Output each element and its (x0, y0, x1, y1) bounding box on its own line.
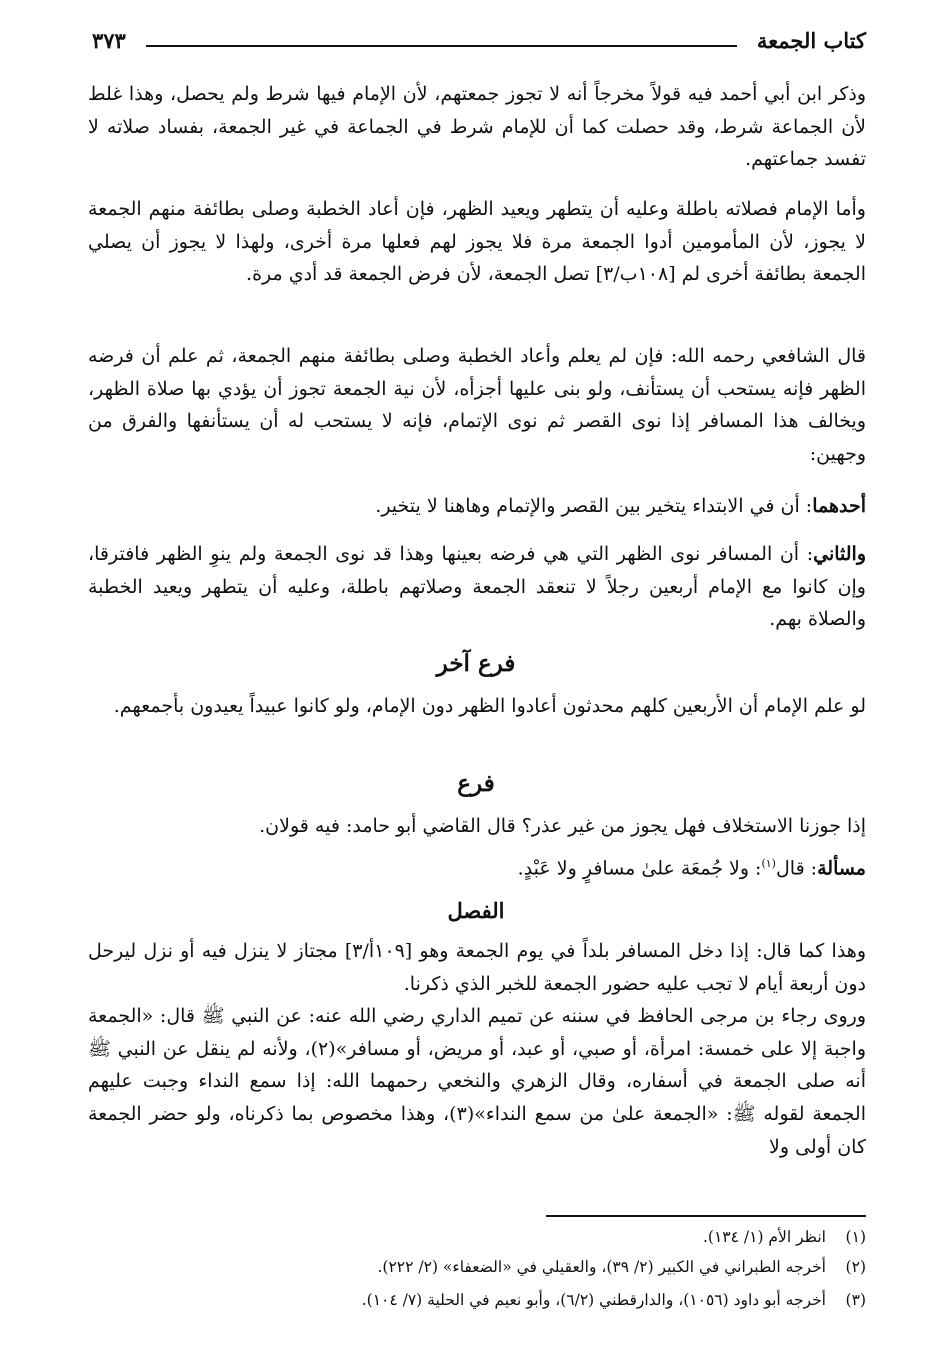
second-point-text: : أن المسافر نوى الظهر التي هي فرضه بعينها وهذا قد نوى الجمعة ولم ينوِ الظهر فافترقا، وإن كانوا مع الإمام أربعين رجلاً لا تنعقد الجمعة وصلاتهم باطلة، وعليه أن يتطهر ويعيد الخطبة والصلاة بهم. (88, 543, 866, 631)
footnote-3 (200, 1285, 866, 1315)
paragraph-1: وذكر ابن أبي أحمد فيه قولاً مخرجاً أنه لا تجوز جمعتهم، لأن الإمام فيها شرط ولم يحصل، وهذا غلط لأن الجماعة شرط، وقد حصلت كما أن للإمام شرط في الجماعة في غير الجمعة، بفساد صلاته لا تفسد جماعتهم. (88, 83, 866, 171)
heading-branch: فرع (457, 770, 495, 797)
footnote-ref-1: (١) (761, 857, 776, 870)
paragraph-3: قال الشافعي رحمه الله: فإن لم يعلم وأعاد الخطبة وصلى بطائفة منهم الجمعة، ثم علم أن فرضه الظهر فإنه يستحب أن يستأنف، ولو بنى عليها أجزأه، لأن نية الجمعة تجوز أن يؤدي بها صلاة الظهر، ويخالف هذا المسافر إذا نوى القصر ثم نوى الإتمام، فإنه لا يستحب له أن يستأنفها والفرق من وجهين: (88, 345, 866, 466)
masala-paragraph (88, 848, 866, 885)
footnote-2 (200, 1252, 866, 1282)
footnote-1-text: انظر الأم (١/ ١٣٤). (703, 1228, 826, 1246)
footnote-2-number: (٢) (845, 1258, 866, 1276)
first-point-label: أحدهما (812, 495, 866, 517)
running-title: كتاب الجمعة (756, 28, 866, 53)
footnote-rule (546, 1215, 866, 1217)
masala-text: : ولا جُمعَة علىٰ مسافرٍ ولا عَبْدٍ. (517, 857, 762, 880)
paragraph-6: لو علم الإمام أن الأربعين كلهم محدثون أعادوا الظهر دون الإمام، ولو كانوا عبيداً يعيدون بأجمعهم. (113, 695, 866, 717)
footnote-2-text: أخرجه الطبراني في الكبير (٢/ ٣٩)، والعقيلي في «الضعفاء» (٢/ ٢٢٢). (377, 1258, 826, 1276)
paragraph-7: إذا جوزنا الاستخلاف فهل يجوز من غير عذر؟ قال القاضي أبو حامد: فيه قولان. (259, 815, 866, 837)
first-point-text: : أن في الابتداء يتخير بين القصر والإتمام وهاهنا لا يتخير. (375, 495, 813, 517)
paragraph-4 (88, 490, 866, 523)
second-point-label: والثاني (813, 543, 866, 565)
paragraph-5 (88, 538, 866, 636)
page-number: ٣٧٣ (92, 28, 126, 53)
masala-intro: : قال (775, 857, 818, 880)
footnote-1 (200, 1222, 866, 1252)
header-rule (146, 45, 737, 47)
masala-label: مسألة (817, 857, 866, 880)
paragraph-2: وأما الإمام فصلاته باطلة وعليه أن يتطهر ويعيد الظهر، فإن أعاد الخطبة وصلى بطائفة منهم الجمعة لا يجوز، لأن المأمومين أدوا الجمعة مرة فلا يجوز لهم فعلها مرة أخرى، ولهذا لا يجوز أن يصلي الجمعة بطائفة أخرى لم [١٠٨ب/٣] تصل الجمعة، لأن فرض الجمعة قد أدي مرة. (88, 198, 866, 286)
footnote-1-number: (١) (845, 1228, 866, 1246)
footnote-3-number: (٣) (845, 1291, 866, 1309)
heading-section: الفصل (447, 898, 505, 923)
paragraph-8: وهذا كما قال: إذا دخل المسافر بلداً في يوم الجمعة وهو [١٠٩أ/٣] مجتاز لا ينزل فيه أو نزل ليرحل دون أربعة أيام لا تجب عليه حضور الجمعة للخبر الذي ذكرنا. (88, 940, 866, 995)
paragraph-9: وروى رجاء بن مرجى الحافظ في سننه عن تميم الداري رضي الله عنه: عن النبي ﷺ قال: «الجمعة واجبة إلا على خمسة: امرأة، أو صبي، أو عبد، أو مريض، أو مسافر»(٢)، ولأنه لم ينقل عن النبي ﷺ أنه صلى الجمعة في أسفاره، وقال الزهري والنخعي رحمهما الله: إذا سمع النداء وجبت عليهم الجمعة لقوله ﷺ: «الجمعة علىٰ من سمع النداء»(٣)، وهذا مخصوص بما ذكرناه، ولو حضر الجمعة كان أولى ولا (88, 1005, 866, 1158)
footnote-3-text: أخرجه أبو داود (١٠٥٦)، والدارقطني (٦/٢)، وأبو نعيم في الحلية (٧/ ١٠٤). (361, 1291, 826, 1309)
heading-another-branch: فرع آخر (436, 650, 516, 677)
